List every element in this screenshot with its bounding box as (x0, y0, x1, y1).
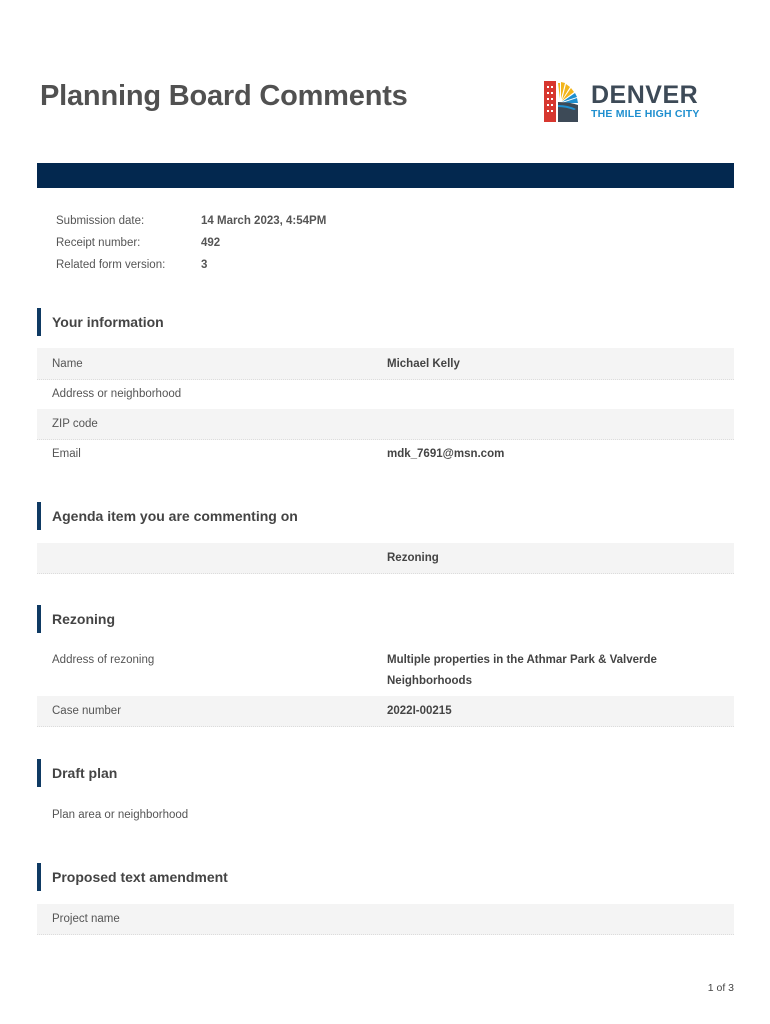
section-accent-bar (37, 605, 41, 633)
section-heading-your-information (37, 308, 164, 336)
page-number: 1 of 3 (707, 982, 734, 994)
section-heading-text: Your information (52, 314, 164, 330)
section-accent-bar (37, 502, 41, 530)
meta-row-receipt-number (56, 232, 456, 254)
field-row-name (37, 348, 734, 380)
field-value: Rezoning (387, 552, 439, 564)
section-heading-draft-plan (37, 759, 117, 787)
meta-label: Submission date: (56, 215, 145, 227)
section-accent-bar (37, 863, 41, 891)
field-label: Name (52, 357, 83, 370)
denver-emblem-icon (544, 79, 586, 123)
denver-logo (544, 79, 714, 125)
field-value: Multiple properties in the Athmar Park & Valverde Neighborhoods (387, 654, 657, 687)
logo-tagline: THE MILE HIGH CITY (591, 108, 700, 120)
logo-wordmark: DENVER (591, 81, 699, 109)
section-heading-rezoning (37, 605, 115, 633)
field-value: 2022I-00215 (387, 705, 452, 717)
section-heading-text: Agenda item you are commenting on (52, 508, 298, 524)
field-label: Address or neighborhood (52, 388, 182, 400)
field-value: Michael Kelly (387, 357, 460, 370)
page-title: Planning Board Comments (40, 80, 408, 112)
section-heading-text: Draft plan (52, 765, 118, 781)
field-label: Case number (52, 705, 122, 717)
meta-row-submission-date (56, 210, 456, 232)
field-row-address-of-rezoning (37, 646, 734, 696)
section-accent-bar (37, 308, 41, 336)
field-label: Address of rezoning (52, 654, 155, 666)
meta-value: 3 (201, 259, 208, 271)
field-label: Plan area or neighborhood (52, 809, 189, 821)
submission-meta (56, 210, 456, 276)
field-row-email (37, 439, 734, 469)
field-row-address (37, 379, 734, 409)
field-row-zip (37, 409, 734, 440)
section-heading-text-amendment (37, 863, 228, 891)
field-row-project-name (37, 904, 734, 935)
section-heading-text: Proposed text amendment (52, 869, 228, 885)
meta-value: 492 (201, 237, 221, 249)
field-label: Email (52, 448, 81, 460)
field-label: Project name (52, 913, 120, 925)
meta-label: Receipt number: (56, 237, 141, 249)
section-heading-text: Rezoning (52, 611, 115, 627)
meta-value: 14 March 2023, 4:54PM (201, 215, 327, 227)
field-label: ZIP code (52, 418, 98, 430)
section-accent-bar (37, 759, 41, 787)
field-row-plan-area (37, 800, 734, 830)
field-row-agenda-item (37, 543, 734, 574)
field-value: mdk_7691@msn.com (387, 448, 505, 460)
meta-label: Related form version: (56, 259, 166, 271)
meta-row-form-version (56, 254, 456, 276)
field-row-case-number (37, 696, 734, 727)
section-heading-agenda-item (37, 502, 298, 530)
header-banner (37, 163, 734, 188)
